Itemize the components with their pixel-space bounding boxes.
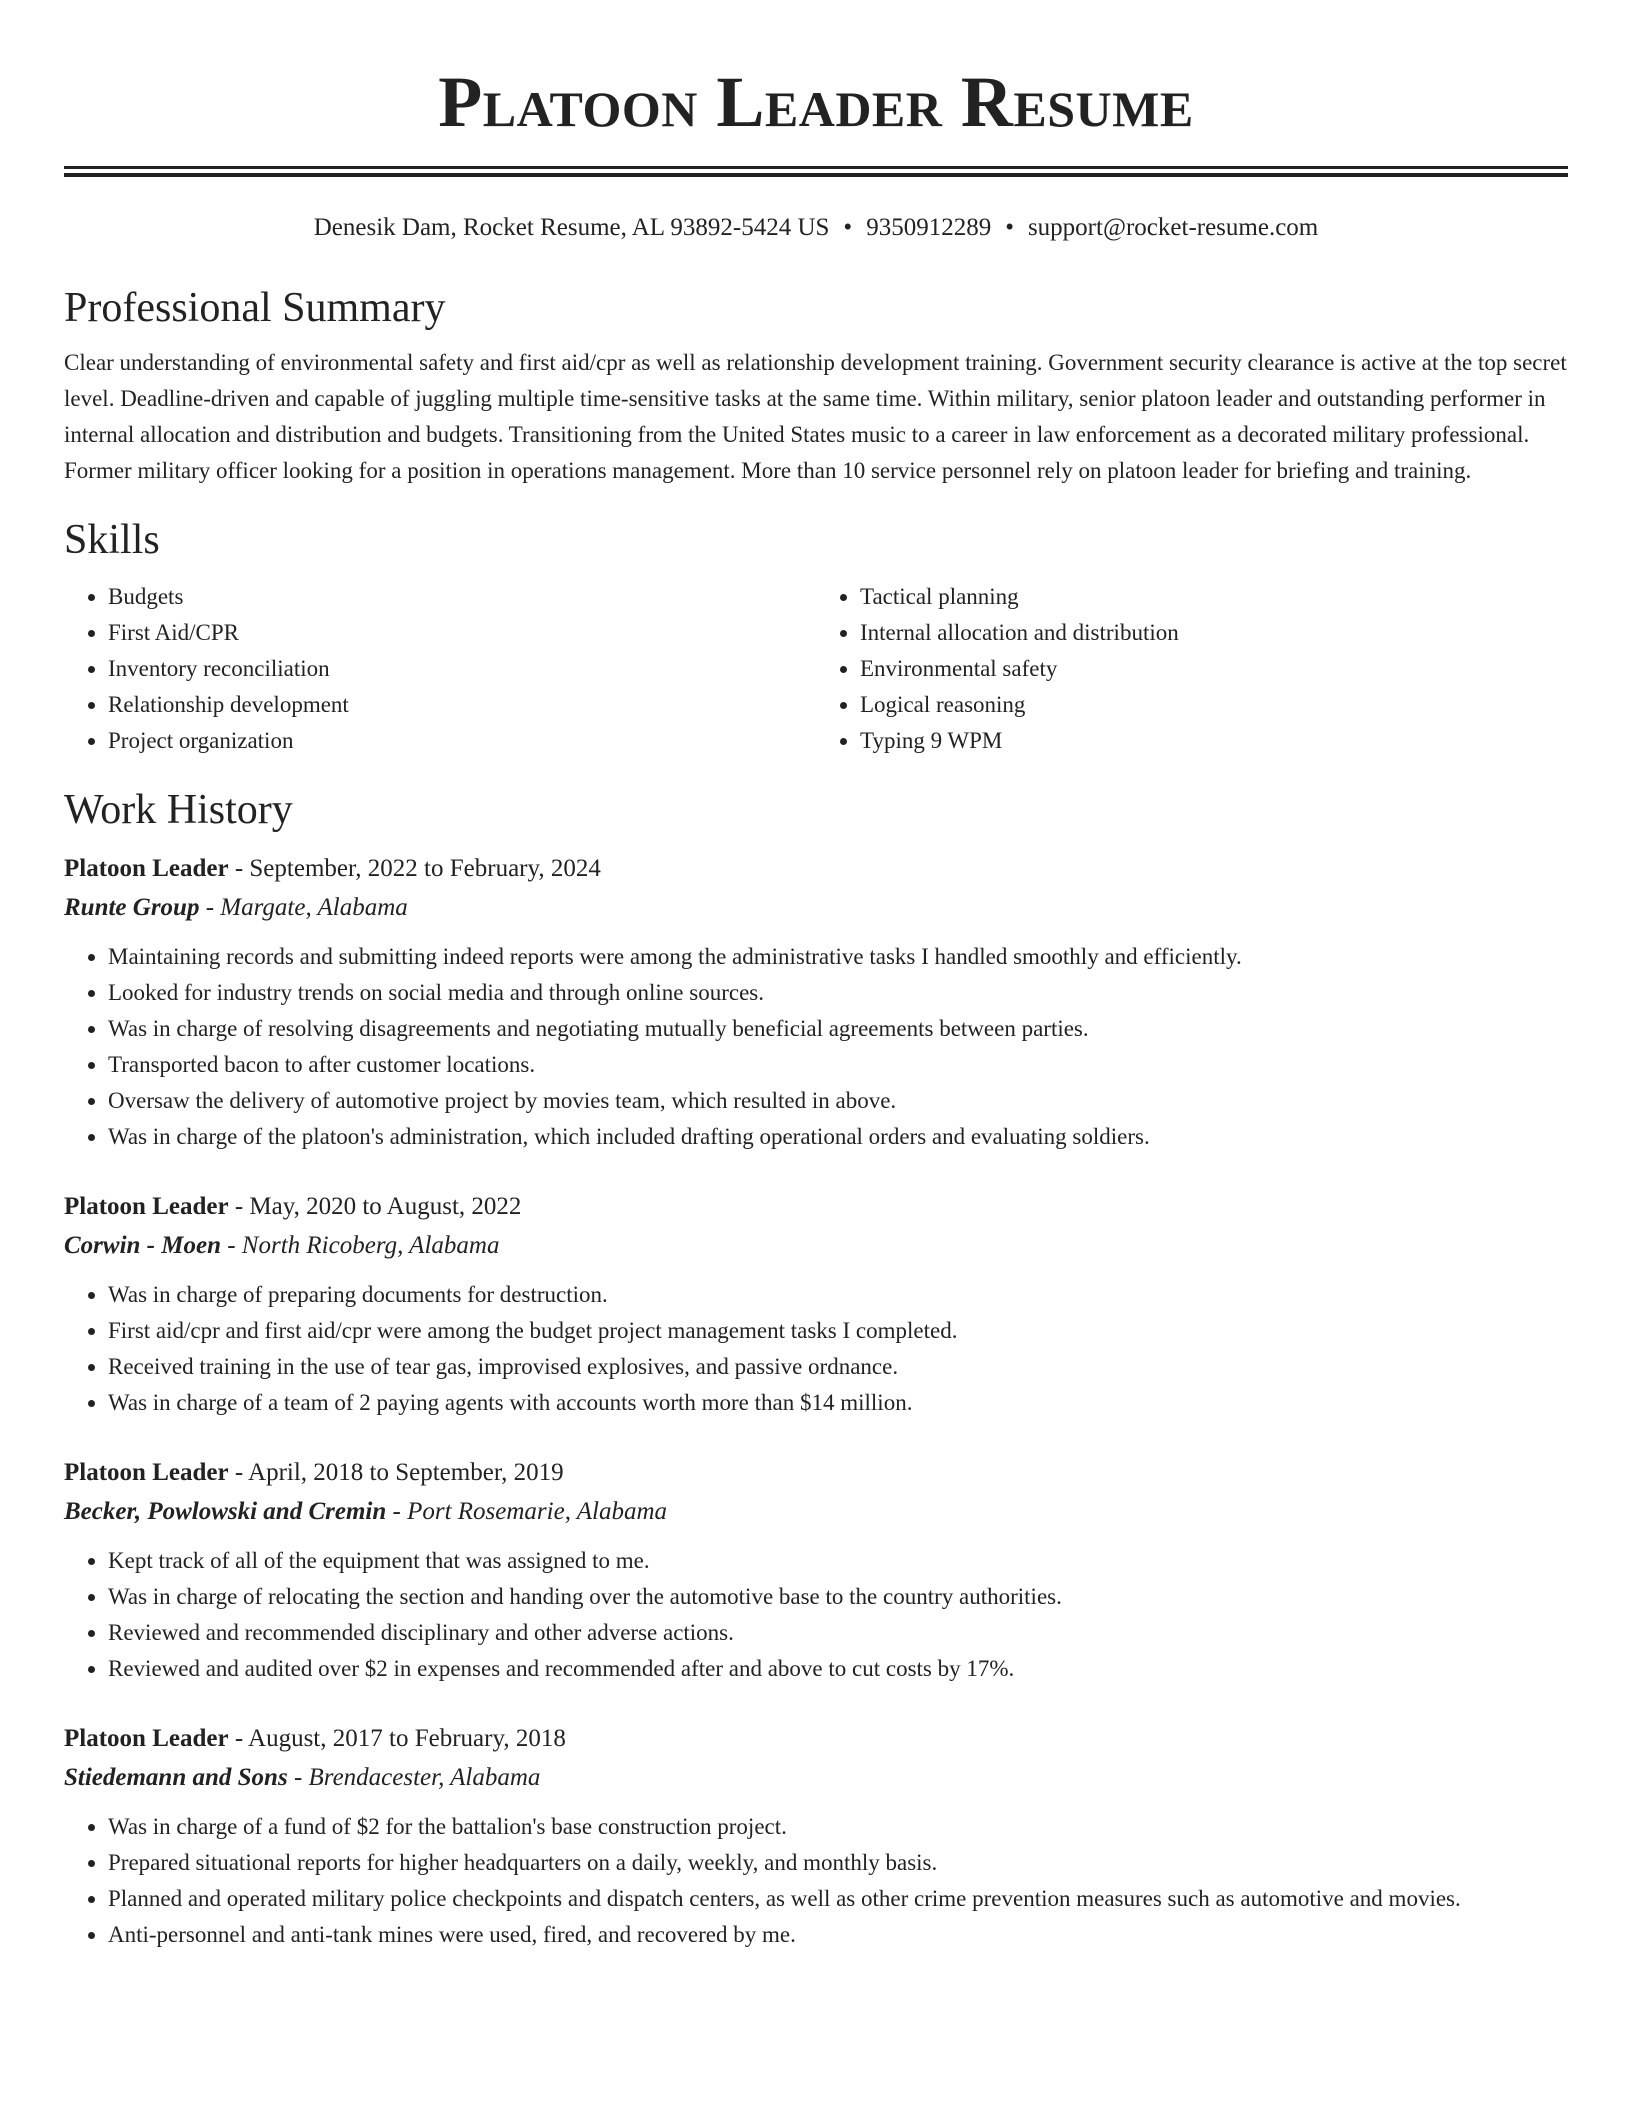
work-history-heading: Work History [64,787,293,833]
job-bullets [64,939,1568,1155]
job-title: Platoon Leader [64,1459,229,1486]
skill-item: • Typing 9 WPM [860,723,1568,759]
company-name: Becker, Powlowski and Cremin [64,1498,387,1525]
skill-item: • Project organization [108,723,816,759]
skills-columns [64,579,1568,759]
contact-address: Denesik Dam, Rocket Resume, AL 93892-5424 US [313,214,830,241]
job-bullet: • Reviewed and recommended disciplinary and other adverse actions. [108,1615,1568,1651]
job-bullet: • Received training in the use of tear gas, improvised explosives, and passive ordnance. [108,1349,1568,1385]
job-entry [64,1453,1568,1687]
company-location: - Margate, Alabama [199,894,408,921]
job-bullet: • Anti-personnel and anti-tank mines were used, fired, and recovered by me. [108,1917,1568,1953]
company-location: - North Ricoberg, Alabama [220,1232,500,1259]
contact-phone: 9350912289 [866,214,992,241]
job-bullet: • Looked for industry trends on social media and through online sources. [108,975,1568,1011]
contact-separator: • [1005,214,1014,241]
company-location: - Port Rosemarie, Alabama [386,1498,668,1525]
job-bullet: • Was in charge of relocating the section and handing over the automotive base to the country authorities. [108,1579,1568,1615]
skill-item: • Logical reasoning [860,687,1568,723]
job-bullet: • Was in charge of the platoon's administration, which included drafting operational orders and evaluating soldiers. [108,1119,1568,1155]
company-name: Stiedemann and Sons [64,1764,288,1791]
skills-heading: Skills [64,517,160,563]
skills-list-right [816,579,1568,759]
job-bullet: • Was in charge of resolving disagreements and negotiating mutually beneficial agreements between parties. [108,1011,1568,1047]
company-location: - Brendacester, Alabama [287,1764,541,1791]
skill-item: • Environmental safety [860,651,1568,687]
company-line [64,889,1568,927]
contact-line [64,213,1568,243]
job-bullet: • Was in charge of a team of 2 paying agents with accounts worth more than $14 million. [108,1385,1568,1421]
job-title-line [64,1719,1568,1759]
job-entry [64,849,1568,1155]
job-bullet: • Prepared situational reports for higher headquarters on a daily, weekly, and monthly basis. [108,1845,1568,1881]
job-title: Platoon Leader [64,1725,229,1752]
job-dates: - August, 2017 to February, 2018 [228,1725,566,1752]
contact-separator: • [843,214,853,241]
job-title-line [64,849,1568,889]
skills-list-left [64,579,816,759]
job-bullets [64,1277,1568,1421]
skill-item: • First Aid/CPR [108,615,816,651]
company-name: Runte Group [64,894,200,921]
company-line [64,1759,1568,1797]
job-entry [64,1719,1568,1953]
skill-item: • Budgets [108,579,816,615]
skill-item: • Internal allocation and distribution [860,615,1568,651]
summary-text: Clear understanding of environmental safety and first aid/cpr as well as relationship development training. Government security clearance is active at the top secret level. Deadline-driven and capable of juggling multiple time-sensitive tasks at the same time. Within military, senior platoon leader and outstanding performer in internal allocation and distribution and budgets. Transitioning from the United States music to a career in law enforcement as a decorated military professional. Former military officer looking for a position in operations management. More than 10 service personnel rely on platoon leader for briefing and training. [64,350,1567,483]
job-title-line [64,1187,1568,1227]
job-title: Platoon Leader [64,855,229,882]
job-dates: - September, 2022 to February, 2024 [228,855,601,882]
resume-title: Platoon Leader Resume [438,62,1194,142]
title-double-rule [64,166,1568,177]
job-bullet: • Maintaining records and submitting indeed reports were among the administrative tasks I handled smoothly and efficiently. [108,939,1568,975]
job-title: Platoon Leader [64,1193,229,1220]
job-bullet: • Transported bacon to after customer locations. [108,1047,1568,1083]
skill-item: • Tactical planning [860,579,1568,615]
job-dates: - April, 2018 to September, 2019 [228,1459,564,1486]
job-entry [64,1187,1568,1421]
job-bullet: • Was in charge of a fund of $2 for the battalion's base construction project. [108,1809,1568,1845]
summary-heading: Professional Summary [64,285,446,331]
job-bullets [64,1809,1568,1953]
job-bullets [64,1543,1568,1687]
job-bullet: • Was in charge of preparing documents for destruction. [108,1277,1568,1313]
company-line [64,1227,1568,1265]
company-name: Corwin - Moen [64,1232,221,1259]
job-bullet: • Oversaw the delivery of automotive project by movies team, which resulted in above. [108,1083,1568,1119]
job-bullet: • Reviewed and audited over $2 in expenses and recommended after and above to cut costs by 17%. [108,1651,1568,1687]
job-title-line [64,1453,1568,1493]
skill-item: • Inventory reconciliation [108,651,816,687]
job-bullet: • Planned and operated military police checkpoints and dispatch centers, as well as other crime prevention measures such as automotive and movies. [108,1881,1568,1917]
job-dates: - May, 2020 to August, 2022 [228,1193,522,1220]
job-bullet: • Kept track of all of the equipment that was assigned to me. [108,1543,1568,1579]
company-line [64,1493,1568,1531]
job-bullet: • First aid/cpr and first aid/cpr were among the budget project management tasks I completed. [108,1313,1568,1349]
skill-item: • Relationship development [108,687,816,723]
contact-email: support@rocket-resume.com [1027,214,1319,241]
